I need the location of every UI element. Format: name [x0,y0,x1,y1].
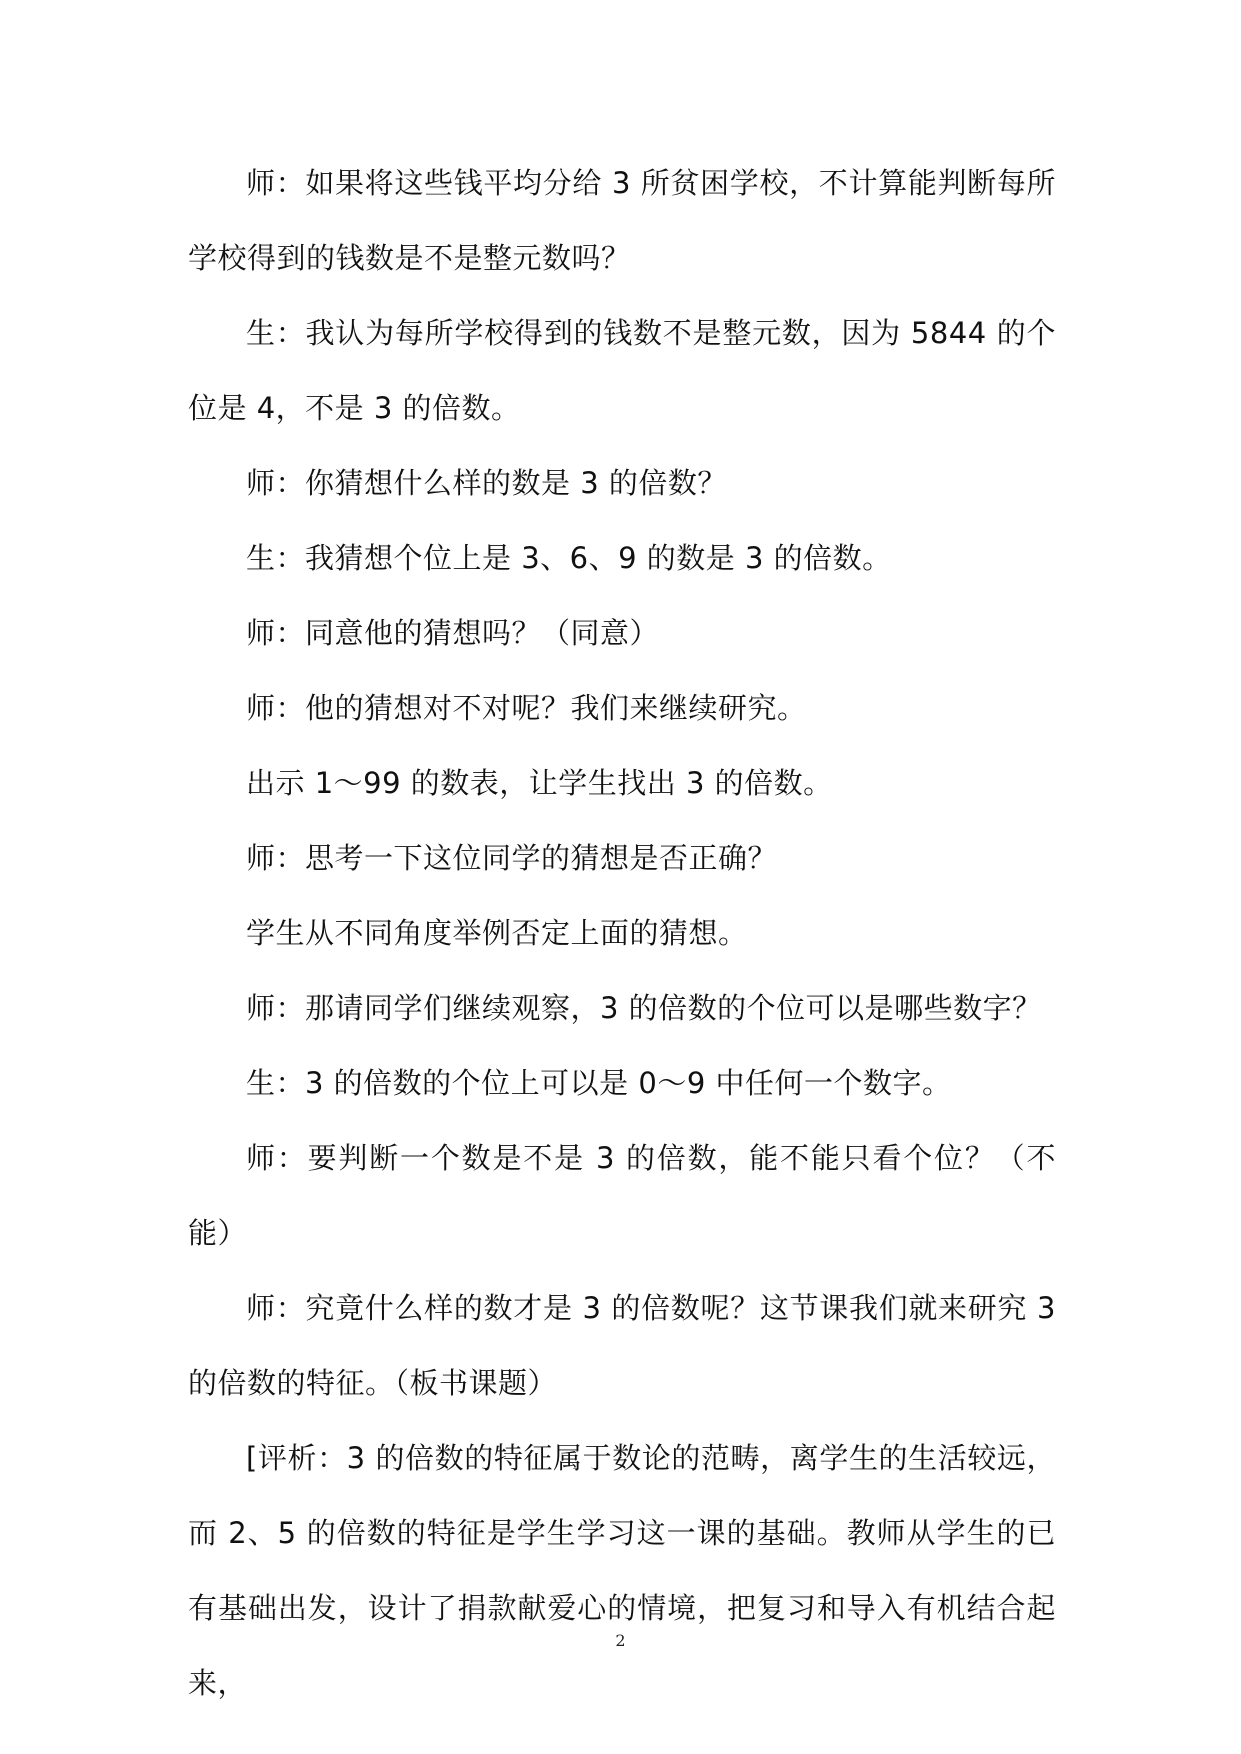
paragraph: [评析：3 的倍数的特征属于数论的范畴，离学生的生活较远，而 2、5 的倍数的特征是学生学习这一课的基础。教师从学生的已有基础出发，设计了捐款献爱心的情境，把复习和导入有机结合起来， [188,1441,1056,1700]
paragraph: 师：如果将这些钱平均分给 3 所贫困学校，不计算能判断每所学校得到的钱数是不是整元数吗？ [188,166,1056,275]
paragraph: 师：思考一下这位同学的猜想是否正确？ [246,841,778,875]
paragraph: 师：究竟什么样的数才是 3 的倍数呢？这节课我们就来研究 3 的倍数的特征。（板书课题） [188,1291,1056,1400]
paragraph: 学生从不同角度举例否定上面的猜想。 [246,916,748,950]
paragraph: 生：3 的倍数的个位上可以是 0～9 中任何一个数字。 [246,1066,952,1100]
paragraph: 师：你猜想什么样的数是 3 的倍数？ [246,466,727,500]
page-number: 2 [615,1631,626,1650]
paragraph: 师：要判断一个数是不是 3 的倍数，能不能只看个位？（不能） [188,1141,1056,1250]
paragraph: 师：他的猜想对不对呢？我们来继续研究。 [246,691,807,725]
paragraph: 生：我猜想个位上是 3、6、9 的数是 3 的倍数。 [246,541,892,575]
body-text [188,146,1056,1721]
paragraph: 出示 1～99 的数表，让学生找出 3 的倍数。 [246,766,833,800]
paragraph: 师：那请同学们继续观察，3 的倍数的个位可以是哪些数字？ [246,991,1042,1025]
paragraph: 师：同意他的猜想吗？（同意） [246,616,660,650]
paragraph: 生：我认为每所学校得到的钱数不是整元数，因为 5844 的个位是 4，不是 3 的倍数。 [188,316,1056,425]
